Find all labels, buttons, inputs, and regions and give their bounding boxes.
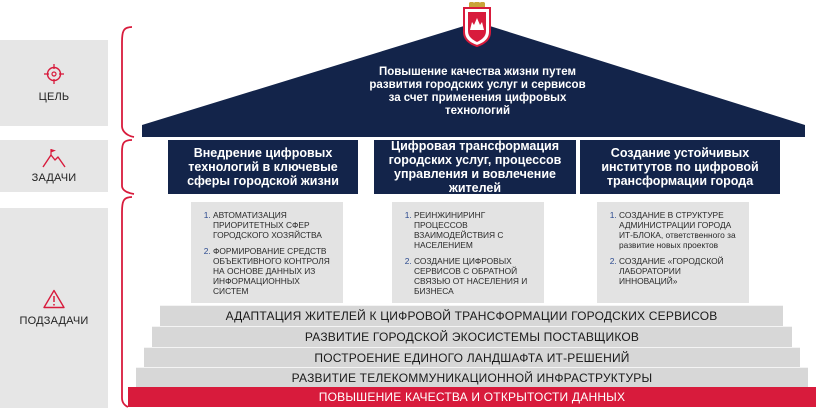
goal-label: ЦЕЛЬ (38, 91, 70, 103)
task-beam-1: Внедрение цифровых технологий в ключевые сферы городской жизни (168, 140, 358, 194)
coat-of-arms-emblem (458, 2, 496, 48)
subtask-item: 1. АВТОМАТИЗАЦИЯ ПРИОРИТЕТНЫХ СФЕР ГОРОДСКОГО ХОЗЯЙСТВА (213, 210, 335, 240)
subtask-item: 2. СОЗДАНИЕ ЦИФРОВЫХ СЕРВИСОВ С ОБРАТНОЙ СВЯЗЬЮ ОТ НАСЕЛЕНИЯ И БИЗНЕСА (414, 256, 536, 296)
foundation-step-4: РАЗВИТИЕ ТЕЛЕКОММУНИКАЦИОННОЙ ИНФРАСТРУКТУРЫ (136, 367, 808, 387)
foundation-step-2: РАЗВИТИЕ ГОРОДСКОЙ ЭКОСИСТЕМЫ ПОСТАВЩИКОВ (152, 326, 792, 347)
subtask-column-1 (191, 202, 343, 303)
subtask-item: 1. СОЗДАНИЕ В СТРУКТУРЕ АДМИНИСТРАЦИИ ГОРОДА ИТ-БЛОКА, ответственного за развитие новых проектов (619, 210, 741, 250)
foundation-step-1: АДАПТАЦИЯ ЖИТЕЛЕЙ К ЦИФРОВОЙ ТРАНСФОРМАЦИИ ГОРОДСКИХ СЕРВИСОВ (160, 305, 783, 326)
subtask-item: 2. ФОРМИРОВАНИЕ СРЕДСТВ ОБЪЕКТИВНОГО КОНТРОЛЯ НА ОСНОВЕ ДАННЫХ ИЗ ИНФОРМАЦИОННЫХ СИСТЕМ (213, 246, 335, 296)
foundation-step-5: ПОВЫШЕНИЕ КАЧЕСТВА И ОТКРЫТОСТИ ДАННЫХ (128, 387, 816, 407)
subtask-column-3 (597, 202, 749, 303)
foundation-step-3: ПОСТРОЕНИЕ ЕДИНОГО ЛАНДШАФТА ИТ-РЕШЕНИЙ (144, 347, 800, 367)
task-beam-3: Создание устойчивых институтов по цифровой трансформации города (580, 140, 780, 194)
subtask-item: 2. СОЗДАНИЕ «ГОРОДСКОЙ ЛАБОРАТОРИИ ИННОВАЦИЙ» (619, 256, 741, 286)
tasks-label: ЗАДАЧИ (31, 172, 77, 184)
goal-text: Повышение качества жизни путем развития городских услуг и сервисов за счет применения цифровых технологий (369, 66, 586, 117)
subtask-column-2 (392, 202, 544, 303)
subtask-item: 1. РЕИНЖИНИРИНГ ПРОЦЕССОВ ВЗАИМОДЕЙСТВИЯ С НАСЕЛЕНИЕМ (414, 210, 536, 250)
task-beam-2: Цифровая трансформация городских услуг, процессов управления и вовлечение жителей (374, 140, 576, 194)
subtasks-label: ПОДЗАДАЧИ (19, 315, 89, 327)
